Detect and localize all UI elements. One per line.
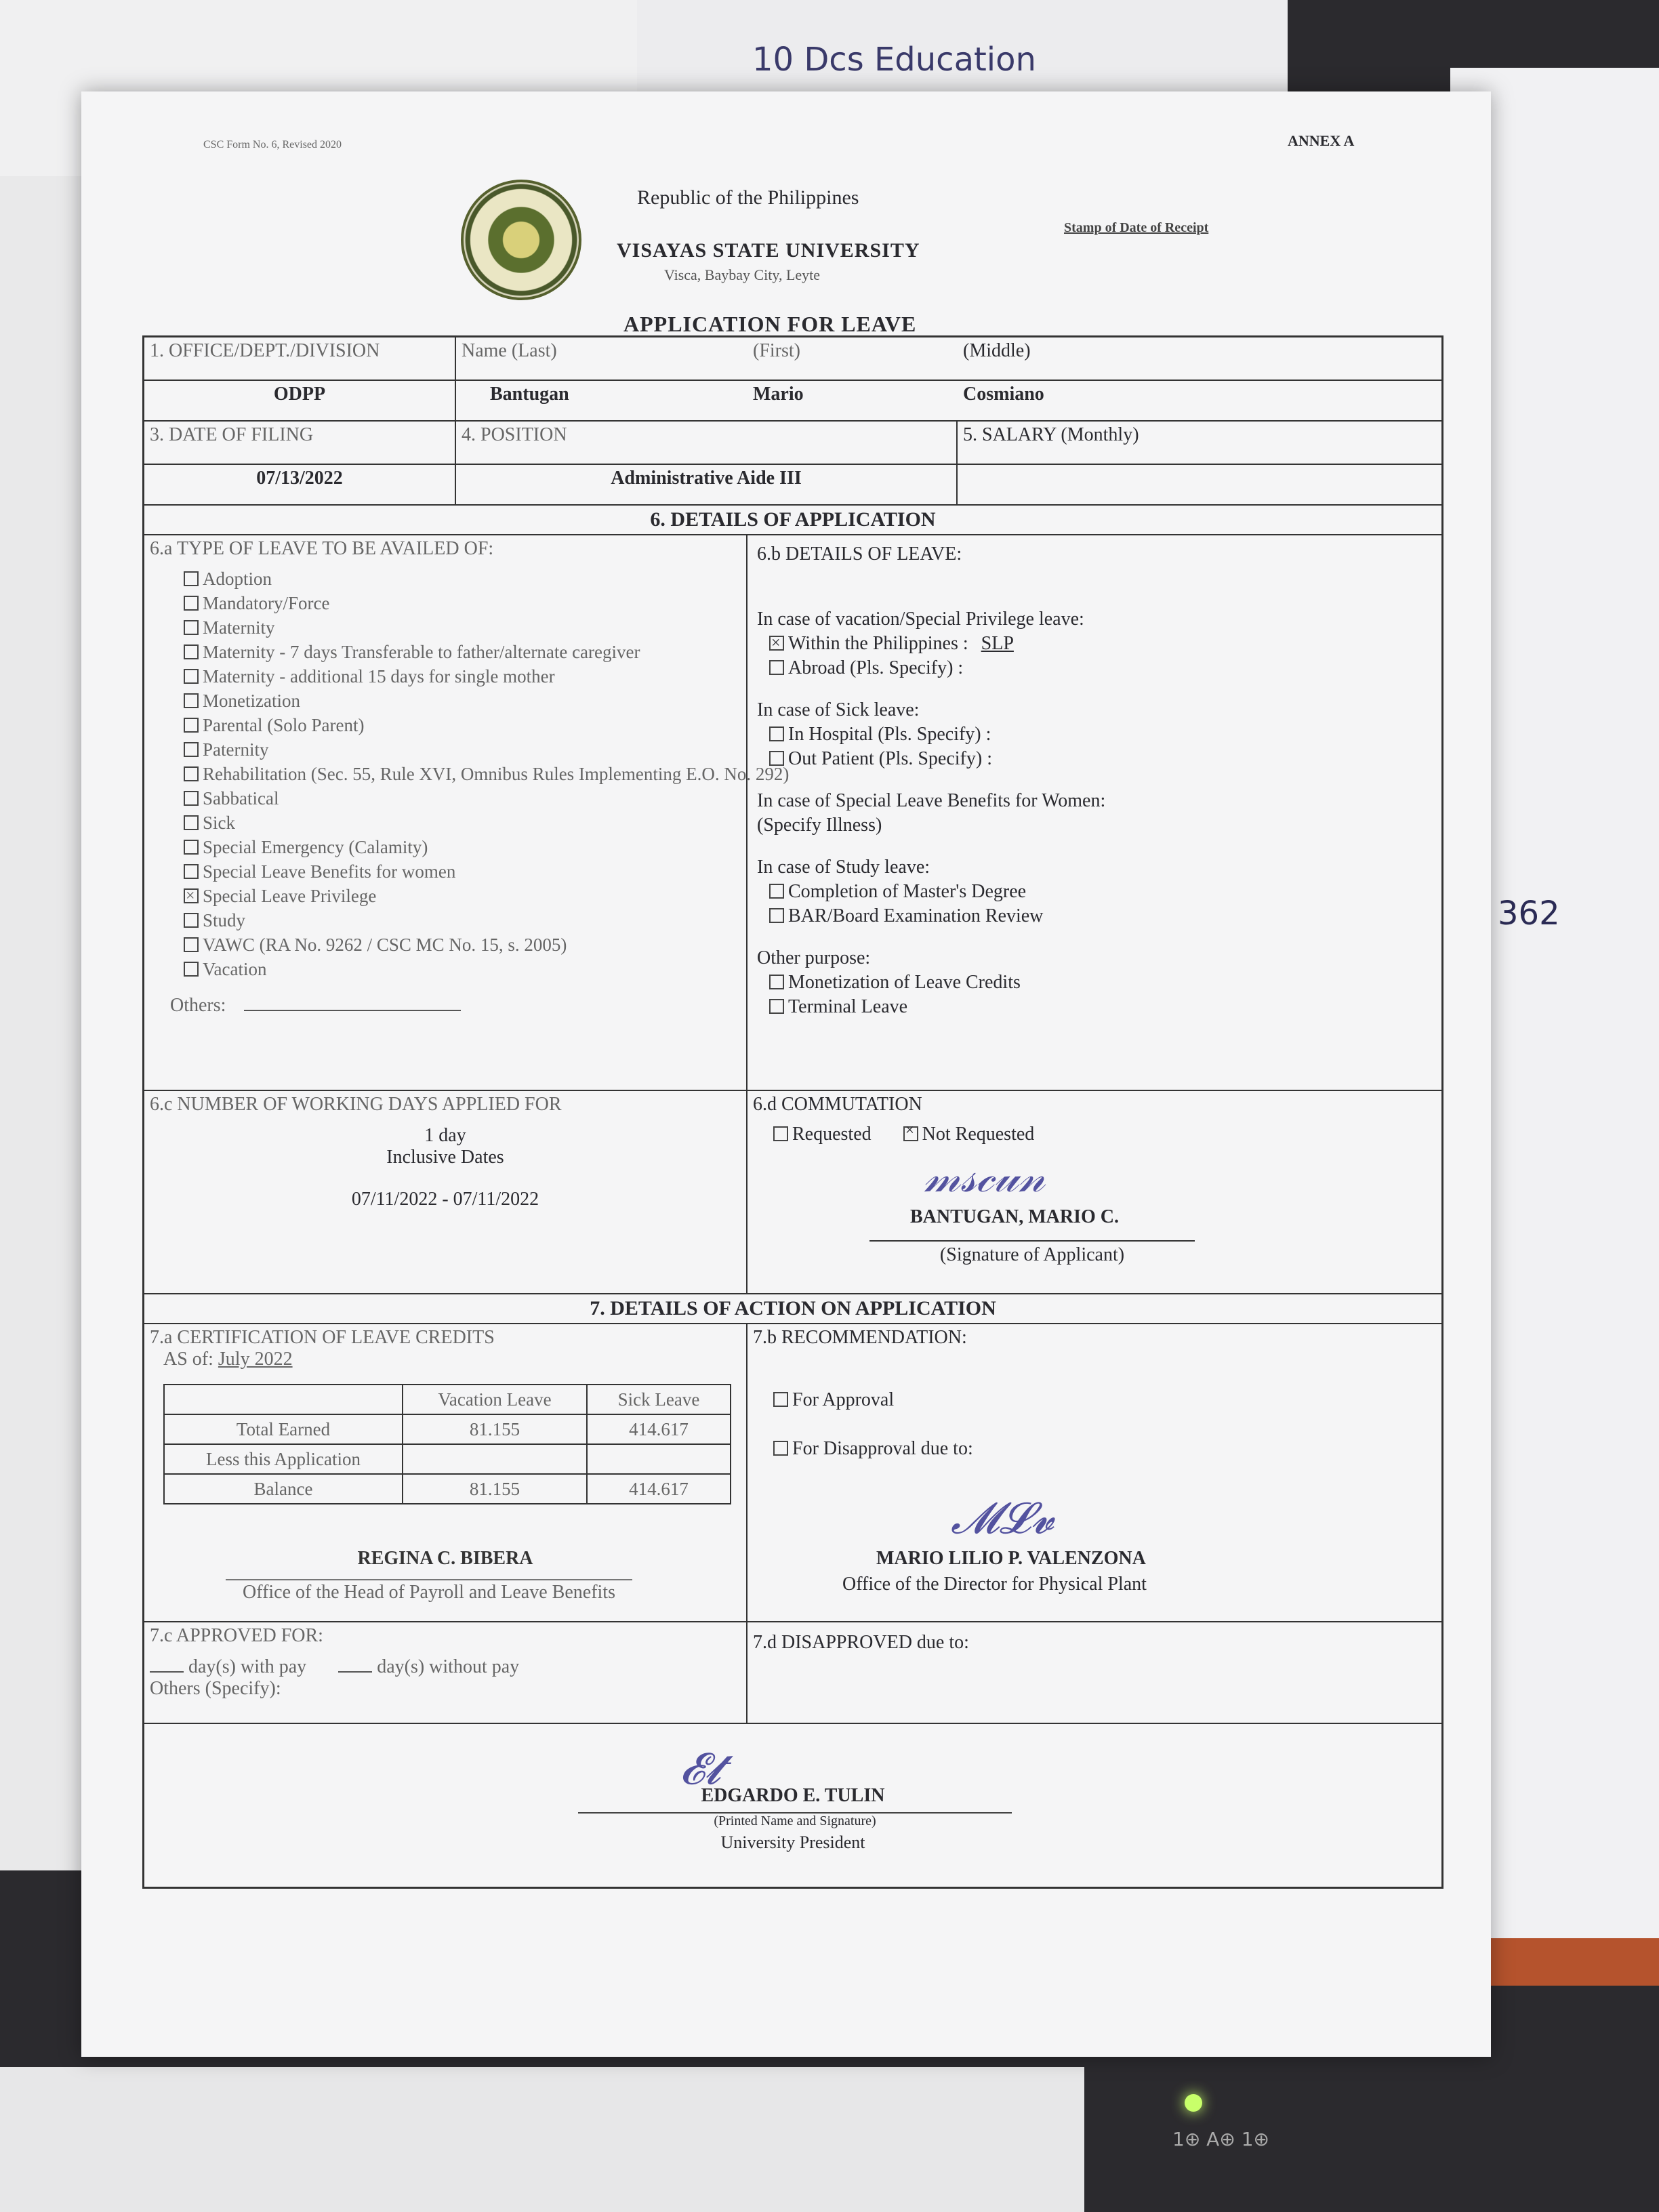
- first-name-label: (First): [753, 340, 800, 361]
- leave-type-option[interactable]: [184, 713, 741, 737]
- position-label: 4. POSITION: [456, 422, 958, 464]
- president-signature-label: (Printed Name and Signature): [578, 1812, 1012, 1829]
- monetization-option[interactable]: Monetization of Leave Credits: [769, 970, 1432, 995]
- checkbox-icon[interactable]: [773, 1126, 788, 1141]
- checkbox-icon[interactable]: [903, 1126, 918, 1141]
- background-handwriting: 10 Dcs Education: [752, 41, 1036, 79]
- checkbox-icon[interactable]: [184, 937, 199, 952]
- leave-type-option[interactable]: [184, 737, 741, 762]
- leave-type-list: [184, 567, 790, 981]
- leave-type-label: Adoption: [203, 569, 272, 589]
- days-without-pay-label: day(s) without pay: [377, 1656, 520, 1677]
- checkbox-icon[interactable]: [184, 669, 199, 684]
- credits-cell: Balance: [164, 1474, 403, 1504]
- women-heading: In case of Special Leave Benefits for Women:: [757, 790, 1106, 811]
- leave-type-option[interactable]: [184, 811, 741, 835]
- checkbox-icon[interactable]: [769, 660, 784, 675]
- checkbox-icon[interactable]: [184, 913, 199, 928]
- inclusive-dates-label: Inclusive Dates: [386, 1147, 504, 1168]
- leave-type-option[interactable]: [184, 762, 790, 786]
- leave-type-section: [144, 535, 790, 1090]
- checkbox-icon[interactable]: [184, 718, 199, 733]
- checkbox-icon[interactable]: [184, 571, 199, 586]
- checkbox-icon[interactable]: [773, 1392, 788, 1407]
- receipt-stamp-label: Stamp of Date of Receipt: [1064, 220, 1209, 235]
- credits-cell: 414.617: [587, 1414, 731, 1444]
- as-of-label: AS of:: [163, 1349, 213, 1370]
- credits-cell: [587, 1444, 731, 1474]
- recommender-office: Office of the Director for Physical Plant: [842, 1574, 1147, 1595]
- leave-type-label: 6.a TYPE OF LEAVE TO BE AVAILED OF:: [150, 538, 494, 559]
- details-label: 6.b DETAILS OF LEAVE:: [757, 544, 962, 565]
- checkbox-icon[interactable]: [773, 1441, 788, 1456]
- certifier-office: Office of the Head of Payroll and Leave Benefits: [226, 1579, 632, 1603]
- bar-option[interactable]: BAR/Board Examination Review: [769, 904, 1432, 928]
- for-approval-option[interactable]: For Approval: [773, 1389, 1436, 1411]
- university-name: VISAYAS STATE UNIVERSITY: [617, 239, 920, 262]
- background-handwritten-number: 362: [1498, 895, 1560, 933]
- salary-label: 5. SALARY (Monthly): [963, 424, 1139, 445]
- not-requested-option[interactable]: × Not Requested: [903, 1124, 1035, 1145]
- days-with-pay-label: day(s) with pay: [188, 1656, 307, 1677]
- middle-name-value: Cosmiano: [963, 384, 1044, 405]
- leave-type-label: Vacation: [203, 959, 267, 979]
- inclusive-dates-value: 07/11/2022 - 07/11/2022: [351, 1189, 539, 1210]
- last-name-value: Bantugan: [490, 384, 569, 405]
- checkbox-icon[interactable]: [769, 884, 784, 899]
- last-name-label: Name (Last): [462, 340, 557, 361]
- others-line: [244, 1010, 461, 1011]
- device-labels: 1⊕ A⊕ 1⊕: [1172, 2128, 1269, 2150]
- leave-type-option[interactable]: [184, 957, 741, 981]
- president-name: EDGARDO E. TULIN: [701, 1785, 885, 1806]
- leave-type-label: Sabbatical: [203, 788, 279, 808]
- university-seal-icon: [461, 180, 581, 300]
- checkbox-icon[interactable]: [769, 751, 784, 766]
- office-label: 1. OFFICE/DEPT./DIVISION: [144, 337, 456, 380]
- working-days-value: 1 day: [424, 1125, 466, 1146]
- office-value: ODPP: [144, 381, 456, 420]
- credits-cell: 414.617: [587, 1474, 731, 1504]
- study-heading: In case of Study leave:: [757, 857, 930, 878]
- checkbox-icon[interactable]: [184, 766, 199, 781]
- women-sub: (Specify Illness): [757, 815, 882, 836]
- leave-type-option[interactable]: [184, 933, 741, 957]
- within-ph-option[interactable]: ×Within the Philippines : SLP: [769, 632, 1432, 656]
- vacation-heading: In case of vacation/Special Privilege leave:: [757, 609, 1084, 630]
- disapproved-label: 7.d DISAPPROVED due to:: [753, 1632, 969, 1653]
- date-filing-label: 3. DATE OF FILING: [144, 422, 456, 464]
- days-with-pay-line: [150, 1671, 184, 1673]
- credits-row: [164, 1414, 731, 1444]
- details-of-action-title: 7. DETAILS OF ACTION ON APPLICATION: [144, 1294, 1441, 1324]
- leave-credits-table: [163, 1384, 731, 1504]
- applicant-name: BANTUGAN, MARIO C.: [910, 1206, 1119, 1227]
- days-without-pay-line: [338, 1671, 372, 1673]
- working-days-label: 6.c NUMBER OF WORKING DAYS APPLIED FOR: [150, 1094, 562, 1115]
- working-days-section: [144, 1091, 747, 1293]
- leave-type-option[interactable]: [184, 689, 741, 713]
- checkbox-icon[interactable]: [184, 693, 199, 708]
- checkbox-icon[interactable]: [184, 962, 199, 977]
- credits-cell: 81.155: [403, 1474, 587, 1504]
- leave-type-option[interactable]: [184, 615, 741, 640]
- credits-row: [164, 1474, 731, 1504]
- checkbox-icon[interactable]: [769, 908, 784, 923]
- recommender-name: MARIO LILIO P. VALENZONA: [876, 1548, 1146, 1569]
- masters-option[interactable]: Completion of Master's Degree: [769, 880, 1432, 904]
- checkbox-icon[interactable]: [184, 791, 199, 806]
- checkbox-icon[interactable]: [184, 742, 199, 757]
- leave-type-label: Special Leave Privilege: [203, 886, 377, 906]
- leave-form-table: [142, 335, 1443, 1889]
- leave-type-option[interactable]: [184, 591, 741, 615]
- leave-type-label: Maternity - 7 days Transferable to father/alternate caregiver: [203, 642, 640, 662]
- checkbox-icon[interactable]: [769, 726, 784, 741]
- leave-type-label: Rehabilitation (Sec. 55, Rule XVI, Omnibus Rules Implementing E.O. No. 292): [203, 764, 790, 784]
- checkbox-icon[interactable]: [184, 840, 199, 855]
- terminal-option[interactable]: Terminal Leave: [769, 995, 1432, 1019]
- checkbox-icon[interactable]: [184, 620, 199, 635]
- leave-type-label: Maternity: [203, 617, 275, 638]
- checkbox-icon[interactable]: [184, 596, 199, 611]
- certification-section: [144, 1324, 747, 1621]
- certification-label: 7.a CERTIFICATION OF LEAVE CREDITS: [150, 1327, 495, 1348]
- position-value: Administrative Aide III: [456, 465, 958, 504]
- commutation-label: 6.d COMMUTATION: [753, 1094, 922, 1115]
- disapproved-section: [747, 1622, 1441, 1723]
- recommender-signature-icon: 𝓜𝓛𝓿: [951, 1494, 1054, 1544]
- middle-name-label: (Middle): [963, 340, 1031, 361]
- requested-option[interactable]: Requested: [773, 1124, 872, 1145]
- leave-type-label: Study: [203, 910, 246, 930]
- leave-type-option[interactable]: [184, 859, 741, 884]
- first-name-value: Mario: [753, 384, 804, 405]
- leave-type-label: Sick: [203, 813, 236, 833]
- university-address: Visca, Baybay City, Leyte: [664, 266, 821, 283]
- within-ph-value: SLP: [981, 633, 1014, 654]
- commutation-section: [747, 1091, 1441, 1293]
- others-field[interactable]: [170, 995, 741, 1017]
- applicant-signature-icon: 𝓂𝓈𝒸𝓊𝓃: [924, 1152, 1046, 1202]
- leave-type-label: Mandatory/Force: [203, 593, 330, 613]
- sick-heading: In case of Sick leave:: [757, 699, 920, 720]
- leave-type-option[interactable]: [184, 786, 741, 811]
- out-patient-option[interactable]: Out Patient (Pls. Specify) :: [769, 747, 1432, 771]
- leave-type-label: Special Emergency (Calamity): [203, 837, 428, 857]
- device-led-icon: [1185, 2094, 1202, 2112]
- credits-cell: [403, 1444, 587, 1474]
- leave-type-option[interactable]: [184, 664, 741, 689]
- annex-label: ANNEX A: [1288, 132, 1355, 149]
- others-label: Others:: [170, 995, 226, 1016]
- checkbox-icon[interactable]: [769, 636, 784, 651]
- leave-type-label: Maternity - additional 15 days for single mother: [203, 666, 555, 687]
- for-disapproval-option[interactable]: For Disapproval due to:: [773, 1438, 1436, 1460]
- leave-type-option[interactable]: [184, 567, 741, 591]
- as-of-value: July 2022: [218, 1349, 293, 1370]
- checkbox-icon[interactable]: [184, 644, 199, 659]
- abroad-option[interactable]: Abroad (Pls. Specify) :: [769, 656, 1432, 680]
- president-title: University President: [720, 1832, 865, 1852]
- approved-label: 7.c APPROVED FOR:: [150, 1625, 323, 1646]
- details-of-application-title: 6. DETAILS OF APPLICATION: [144, 506, 1441, 535]
- form-number-note: CSC Form No. 6, Revised 2020: [203, 139, 342, 150]
- checkbox-icon[interactable]: [184, 815, 199, 830]
- credits-header-cell: Sick Leave: [587, 1385, 731, 1414]
- others-specify-label: Others (Specify):: [150, 1678, 281, 1699]
- salary-value: [958, 465, 1441, 504]
- credits-cell: Total Earned: [164, 1414, 403, 1444]
- credits-cell: Less this Application: [164, 1444, 403, 1474]
- leave-type-label: Special Leave Benefits for women: [203, 861, 456, 882]
- credits-header-cell: Vacation Leave: [403, 1385, 587, 1414]
- checkbox-icon[interactable]: [184, 864, 199, 879]
- background-orange-folder: [1464, 1938, 1659, 1986]
- recommendation-section: [747, 1324, 1441, 1621]
- leave-type-option[interactable]: [184, 835, 741, 859]
- leave-type-option[interactable]: [184, 884, 741, 908]
- certifier-name: REGINA C. BIBERA: [357, 1548, 533, 1569]
- leave-type-label: VAWC (RA No. 9262 / CSC MC No. 15, s. 2005): [203, 935, 567, 955]
- president-section: [144, 1724, 1441, 1887]
- other-purpose-heading: Other purpose:: [757, 947, 871, 968]
- checked-checkbox-icon[interactable]: [184, 888, 199, 903]
- president-signature-icon: 𝓔𝓽: [680, 1744, 721, 1795]
- date-filing-value: 07/13/2022: [144, 465, 456, 504]
- approved-section: [144, 1622, 747, 1723]
- leave-type-option[interactable]: [157, 640, 741, 664]
- credits-header-cell: [164, 1385, 403, 1414]
- in-hospital-option[interactable]: In Hospital (Pls. Specify) :: [769, 722, 1432, 747]
- applicant-signature-label: (Signature of Applicant): [869, 1240, 1195, 1266]
- credits-row: [164, 1444, 731, 1474]
- credits-cell: 81.155: [403, 1414, 587, 1444]
- leave-type-label: Monetization: [203, 691, 300, 711]
- form-title: APPLICATION FOR LEAVE: [623, 312, 917, 336]
- leave-type-option[interactable]: [184, 908, 741, 933]
- background-paper-bottom: [0, 2067, 1084, 2212]
- republic-heading: Republic of the Philippines: [637, 186, 859, 209]
- checkbox-icon[interactable]: [769, 999, 784, 1014]
- recommendation-label: 7.b RECOMMENDATION:: [753, 1327, 967, 1348]
- leave-type-label: Parental (Solo Parent): [203, 715, 365, 735]
- leave-application-document: [81, 91, 1491, 2057]
- checkbox-icon[interactable]: [769, 975, 784, 989]
- leave-details-section: [747, 535, 1441, 1090]
- leave-type-label: Paternity: [203, 739, 269, 760]
